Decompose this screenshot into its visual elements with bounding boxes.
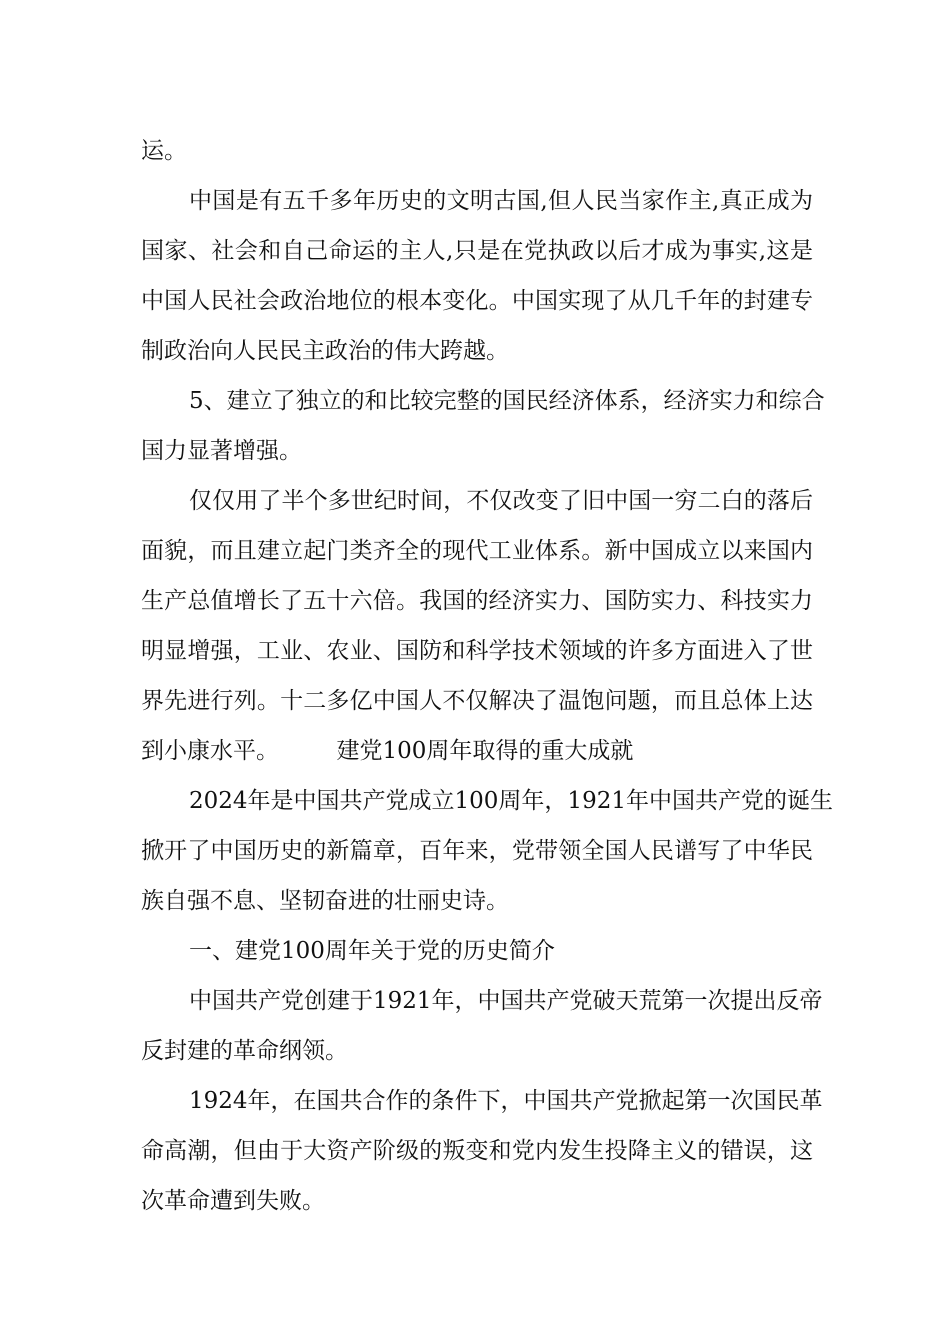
text-line: 国家、社会和自己命运的主人,只是在党执政以后才成为事实,这是 xyxy=(141,238,813,264)
text-line: 界先进行列。十二多亿中国人不仅解决了温饱问题，而且总体上达 xyxy=(141,688,813,714)
section-heading: 一、建党100周年关于党的历史简介 xyxy=(189,938,555,964)
text-line: 2024年是中国共产党成立100周年，1921年中国共产党的诞生 xyxy=(189,788,833,814)
text-line: 明显增强，工业、农业、国防和科学技术领域的许多方面进入了世 xyxy=(141,638,813,664)
text-line: 仅仅用了半个多世纪时间，不仅改变了旧中国一穷二白的落后 xyxy=(189,488,813,514)
text-line: 国力显著增强。 xyxy=(141,438,302,464)
text-line: 面貌，而且建立起门类齐全的现代工业体系。新中国成立以来国内 xyxy=(141,538,813,564)
text-line: 到小康水平。 建党100周年取得的重大成就 xyxy=(141,738,634,764)
text-line: 1924年，在国共合作的条件下，中国共产党掀起第一次国民革 xyxy=(189,1088,823,1114)
text-line: 制政治向人民民主政治的伟大跨越。 xyxy=(141,338,509,364)
text-line: 生产总值增长了五十六倍。我国的经济实力、国防实力、科技实力 xyxy=(141,588,813,614)
text-line: 中国共产党创建于1921年，中国共产党破天荒第一次提出反帝 xyxy=(189,988,823,1014)
text-line: 命高潮，但由于大资产阶级的叛变和党内发生投降主义的错误，这 xyxy=(141,1138,813,1164)
text-line: 运。 xyxy=(141,138,187,164)
text-line: 次革命遭到失败。 xyxy=(141,1188,325,1214)
text-line: 族自强不息、坚韧奋进的壮丽史诗。 xyxy=(141,888,509,914)
text-line: 5、建立了独立的和比较完整的国民经济体系，经济实力和综合 xyxy=(189,388,825,414)
text-line: 中国是有五千多年历史的文明古国,但人民当家作主,真正成为 xyxy=(189,188,813,214)
text-line: 中国人民社会政治地位的根本变化。中国实现了从几千年的封建专 xyxy=(141,288,813,314)
text-line: 掀开了中国历史的新篇章，百年来，党带领全国人民谱写了中华民 xyxy=(141,838,813,864)
text-line: 反封建的革命纲领。 xyxy=(141,1038,348,1064)
